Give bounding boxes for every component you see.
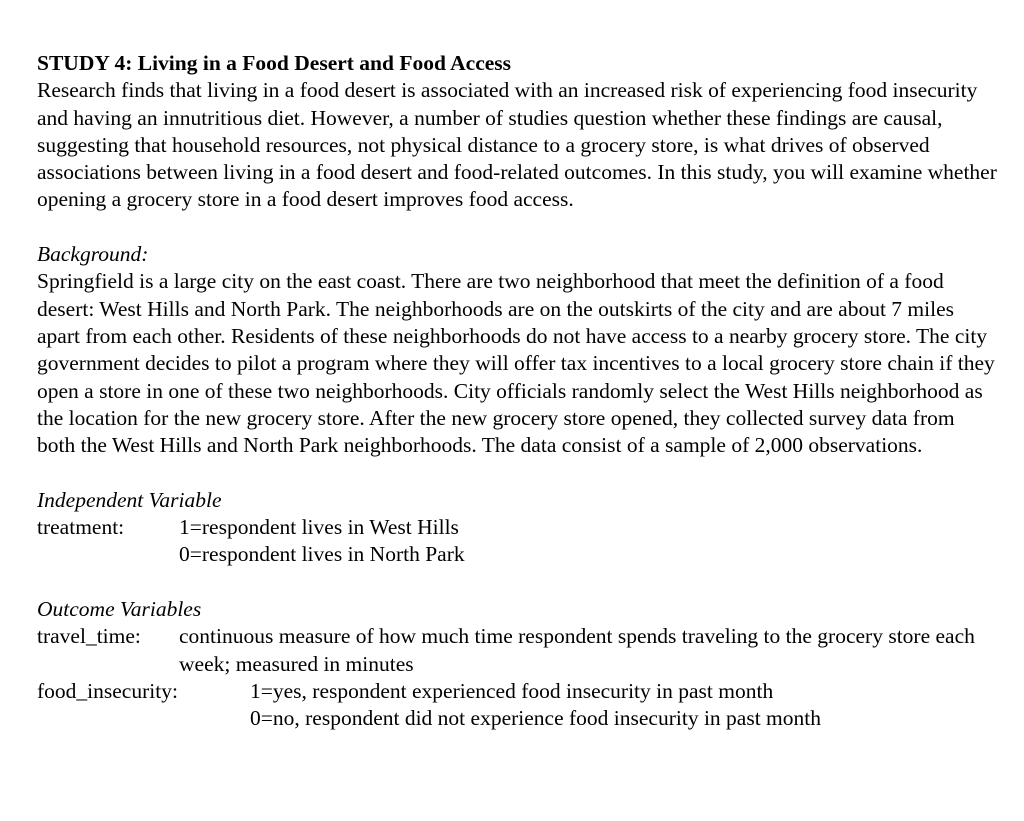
food-insecurity-value-0: 0=no, respondent did not experience food insecurity in past month (250, 706, 821, 731)
study-intro: Research finds that living in a food desert is associated with an increased risk of experiencing food insecurity and having an innutritious diet. However, a number of studies question whether these findings are causal, suggesting that household resources, not physical distance to a grocery store, is what drives of observed associations between living in a food desert and food-related outcomes. In this study, you will examine whether opening a grocery store in a food desert improves food access. (37, 78, 997, 212)
study-title: STUDY 4: Living in a Food Desert and Food Access (37, 51, 512, 75)
background-text: Springfield is a large city on the east coast. There are two neighborhood that meet the definition of a food desert: West Hills and North Park. The neighborhoods are on the outskirts of the city and are about 7 miles apart from each other. Residents of these neighborhoods do not have access to a nearby grocery store. The city government decides to pilot a program where they will offer tax incentives to a local grocery store chain if they open a store in one of these two neighborhoods. City officials randomly select the West Hills neighborhood as the location for the new grocery store. After the new grocery store opened, they collected survey data from both the West Hills and North Park neighborhoods. The data consist of a sample of 2,000 observations. (37, 269, 995, 458)
treatment-value-0: 0=respondent lives in North Park (179, 542, 465, 567)
treatment-variable (37, 514, 997, 569)
treatment-label: treatment: (37, 515, 125, 540)
food-insecurity-variable (37, 678, 997, 733)
food-insecurity-value-1: 1=yes, respondent experienced food insecurity in past month (250, 678, 774, 703)
outcome-variables-heading: Outcome Variables (37, 596, 202, 621)
spacer (37, 459, 997, 486)
travel-time-label: travel_time: (37, 624, 141, 649)
document-page (37, 50, 997, 732)
independent-variable-heading: Independent Variable (37, 487, 222, 512)
travel-time-variable (37, 623, 997, 678)
food-insecurity-label: food_insecurity: (37, 678, 178, 703)
background-heading: Background: (37, 242, 149, 267)
spacer (37, 214, 997, 241)
spacer (37, 569, 997, 596)
treatment-value-1: 1=respondent lives in West Hills (179, 515, 459, 540)
travel-time-description: continuous measure of how much time respondent spends traveling to the grocery store each week; measured in minutes (179, 624, 975, 676)
